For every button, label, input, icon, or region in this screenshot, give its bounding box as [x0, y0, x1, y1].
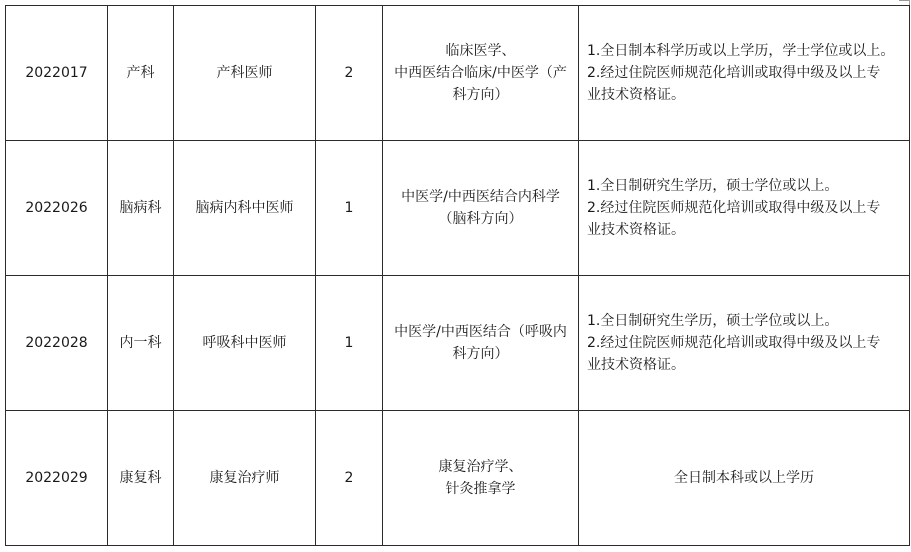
corner-fold-mark: [899, 0, 910, 5]
requirement-line: 全日制本科或以上学历: [674, 470, 814, 486]
requirements-cell: [579, 276, 910, 411]
major-line: 临床医学、: [445, 43, 516, 59]
department: 内一科: [108, 276, 174, 411]
major-line: 中西医结合临床/中医学（产: [394, 65, 567, 81]
requirement-line: 业技术资格证。: [587, 357, 685, 373]
major-cell: [383, 276, 579, 411]
position-name: 产科医师: [174, 6, 316, 141]
major-line: 针灸推拿学: [445, 481, 516, 497]
major-line: 科方向）: [452, 346, 509, 362]
major-line: 中医学/中西医结合（呼吸内: [394, 324, 567, 340]
position-name: 呼吸科中医师: [174, 276, 316, 411]
table-row: [6, 276, 910, 411]
requirements-cell: [579, 6, 910, 141]
major-line: 中医学/中西医结合内科学: [401, 189, 560, 205]
requirement-line: 2.经过住院医师规范化培训或取得中级及以上专: [587, 65, 881, 81]
requirement-line: 1.全日制本科学历或以上学历，学士学位或以上。: [587, 43, 895, 59]
position-code: 2022017: [6, 6, 108, 141]
department: 脑病科: [108, 141, 174, 276]
requirement-line: 2.经过住院医师规范化培训或取得中级及以上专: [587, 200, 881, 216]
position-code: 2022029: [6, 411, 108, 546]
major-cell: [383, 141, 579, 276]
requirement-line: 业技术资格证。: [587, 222, 685, 238]
recruitment-table: [5, 5, 910, 546]
position-code: 2022028: [6, 276, 108, 411]
major-cell: [383, 411, 579, 546]
table-row: [6, 141, 910, 276]
hiring-count: 1: [316, 276, 383, 411]
table-row: [6, 411, 910, 546]
position-code: 2022026: [6, 141, 108, 276]
requirement-line: 2.经过住院医师规范化培训或取得中级及以上专: [587, 335, 881, 351]
hiring-count: 2: [316, 6, 383, 141]
requirements-cell: [579, 141, 910, 276]
position-name: 康复治疗师: [174, 411, 316, 546]
department: 产科: [108, 6, 174, 141]
major-line: 康复治疗学、: [438, 459, 523, 475]
major-cell: [383, 6, 579, 141]
major-line: 科方向）: [452, 87, 509, 103]
department: 康复科: [108, 411, 174, 546]
major-line: （脑科方向）: [438, 211, 523, 227]
requirement-line: 1.全日制研究生学历，硕士学位或以上。: [587, 313, 839, 329]
table-row: [6, 6, 910, 141]
hiring-count: 1: [316, 141, 383, 276]
position-name: 脑病内科中医师: [174, 141, 316, 276]
requirements-cell: [579, 411, 910, 546]
requirement-line: 业技术资格证。: [587, 87, 685, 103]
requirement-line: 1.全日制研究生学历，硕士学位或以上。: [587, 178, 839, 194]
hiring-count: 2: [316, 411, 383, 546]
